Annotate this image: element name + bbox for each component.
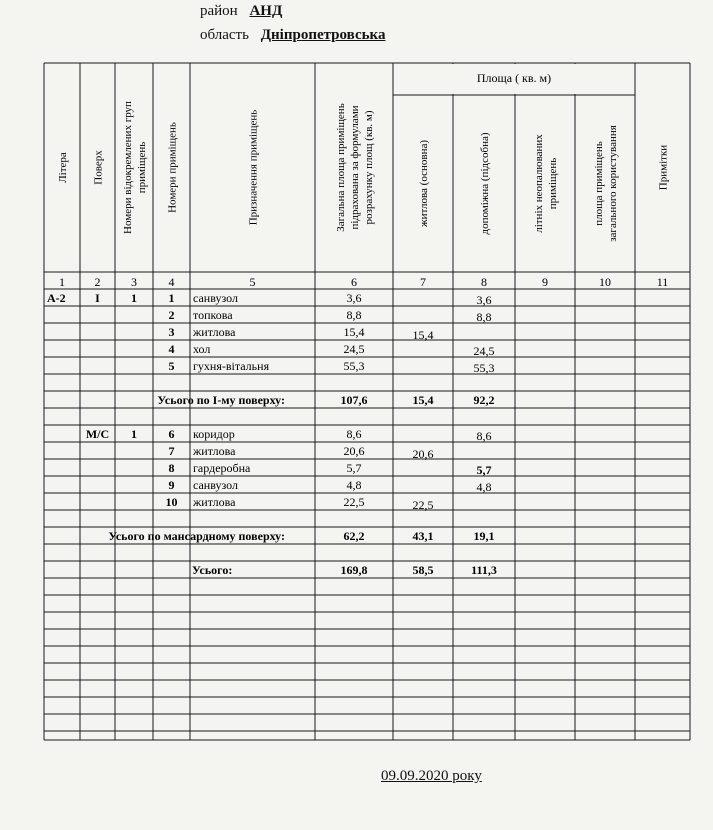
cell-total-area: 24,5 bbox=[343, 342, 365, 356]
summary-living: 15,4 bbox=[412, 393, 434, 407]
header-common-area: площа приміщень bbox=[593, 141, 605, 226]
group-header-mask bbox=[452, 64, 454, 94]
column-number: 5 bbox=[249, 275, 256, 289]
cell-aux-area: 8,8 bbox=[476, 310, 492, 324]
cell-living-area: 22,5 bbox=[412, 498, 434, 512]
cell-living-area: 15,4 bbox=[412, 328, 434, 342]
column-number: 9 bbox=[542, 275, 548, 289]
cell-room-name: хол bbox=[193, 342, 211, 356]
document-date: 09.09.2020 року bbox=[381, 768, 482, 784]
group-header-mask bbox=[574, 64, 576, 94]
cell-room-name: коридор bbox=[193, 427, 235, 441]
region-label: область bbox=[200, 27, 249, 43]
cell-aux-area: 4,8 bbox=[476, 480, 492, 494]
column-number: 4 bbox=[168, 275, 175, 289]
cell-room-name: гухня-вітальня bbox=[193, 359, 270, 373]
summary-living: 58,5 bbox=[412, 563, 434, 577]
cell-aux-area: 5,7 bbox=[476, 463, 492, 477]
header-notes: Примітки bbox=[657, 144, 670, 191]
header-total-area: підрахована за формулами bbox=[349, 105, 361, 230]
cell-room-number: 9 bbox=[168, 478, 175, 492]
header-total-area: Загальна площа приміщень bbox=[335, 103, 347, 232]
header-groups: приміщень bbox=[136, 141, 148, 194]
cell-room-number: 4 bbox=[168, 342, 175, 356]
header-groups: Номери відокремлених груп bbox=[122, 101, 134, 234]
cell-room-number: 8 bbox=[168, 461, 175, 475]
cell-room-name: житлова bbox=[193, 495, 236, 509]
cell-room-name: топкова bbox=[193, 308, 233, 322]
cell-group: 1 bbox=[131, 427, 137, 441]
cell-room-number: 6 bbox=[168, 427, 175, 441]
cell-floor: I bbox=[95, 291, 100, 305]
area-group-header: Площа ( кв. м) bbox=[476, 71, 552, 85]
region-value: Дніпропетровська bbox=[260, 27, 386, 43]
header-summer-area: літніх неопалюваних bbox=[533, 134, 545, 233]
cell-total-area: 8,8 bbox=[346, 308, 362, 322]
cell-group: 1 bbox=[131, 291, 137, 305]
column-number: 10 bbox=[599, 275, 611, 289]
column-number: 3 bbox=[131, 275, 137, 289]
cell-total-area: 8,6 bbox=[346, 427, 362, 441]
summary-label: Усього по I-му поверху: bbox=[157, 393, 285, 407]
cell-aux-area: 55,3 bbox=[473, 361, 495, 375]
cell-living-area: 20,6 bbox=[412, 447, 434, 461]
header-living-area: житлова (основна) bbox=[418, 139, 430, 228]
summary-total: 169,8 bbox=[340, 563, 368, 577]
column-number: 1 bbox=[59, 275, 65, 289]
cell-floor: М/С bbox=[85, 427, 110, 441]
cell-room-name: житлова bbox=[193, 325, 236, 339]
column-number: 8 bbox=[481, 275, 487, 289]
cell-room-number: 5 bbox=[168, 359, 175, 373]
header-purpose: Призначення приміщень bbox=[247, 109, 260, 226]
cell-litera: А-2 bbox=[47, 291, 66, 305]
column-number: 7 bbox=[420, 275, 426, 289]
header-room-numbers: Номери приміщень bbox=[166, 122, 179, 213]
cell-room-name: гардеробна bbox=[193, 461, 251, 475]
cell-total-area: 5,7 bbox=[346, 461, 362, 475]
cell-room-name: санвузол bbox=[193, 478, 238, 492]
cell-total-area: 55,3 bbox=[343, 359, 365, 373]
cell-room-name: санвузол bbox=[193, 291, 238, 305]
summary-total: 107,6 bbox=[340, 393, 368, 407]
cell-room-number: 3 bbox=[168, 325, 175, 339]
cell-room-number: 10 bbox=[165, 495, 178, 509]
cell-total-area: 3,6 bbox=[346, 291, 362, 305]
summary-living: 43,1 bbox=[412, 529, 434, 543]
cell-room-number: 2 bbox=[168, 308, 175, 322]
header-aux-area: допоміжна (підсобна) bbox=[479, 132, 491, 235]
summary-aux: 19,1 bbox=[473, 529, 495, 543]
summary-aux: 92,2 bbox=[473, 393, 495, 407]
district-value: АНД bbox=[249, 3, 283, 19]
district-label: район bbox=[200, 3, 238, 19]
header-total-area: розрахунку площ (кв. м) bbox=[363, 110, 375, 225]
header-summer-area: приміщень bbox=[547, 157, 559, 210]
cell-room-number: 1 bbox=[168, 291, 175, 305]
cell-aux-area: 8,6 bbox=[476, 429, 492, 443]
column-number: 6 bbox=[351, 275, 357, 289]
cell-total-area: 20,6 bbox=[343, 444, 365, 458]
column-number: 2 bbox=[94, 275, 101, 289]
column-number: 11 bbox=[656, 275, 669, 289]
cell-total-area: 22,5 bbox=[343, 495, 365, 509]
cell-total-area: 15,4 bbox=[343, 325, 365, 339]
header-litera: Літера bbox=[57, 152, 69, 183]
header-common-area: загального користування bbox=[607, 125, 619, 242]
cell-room-name: житлова bbox=[193, 444, 236, 458]
cell-aux-area: 3,6 bbox=[476, 293, 492, 307]
cell-aux-area: 24,5 bbox=[473, 344, 495, 358]
header-floor: Поверх bbox=[92, 150, 105, 185]
summary-total: 62,2 bbox=[343, 529, 365, 543]
cell-total-area: 4,8 bbox=[346, 478, 362, 492]
cell-room-number: 7 bbox=[168, 444, 175, 458]
summary-aux: 111,3 bbox=[471, 563, 497, 577]
summary-label: Усього по мансардному поверху: bbox=[108, 529, 285, 543]
total-label: Усього: bbox=[192, 563, 233, 577]
